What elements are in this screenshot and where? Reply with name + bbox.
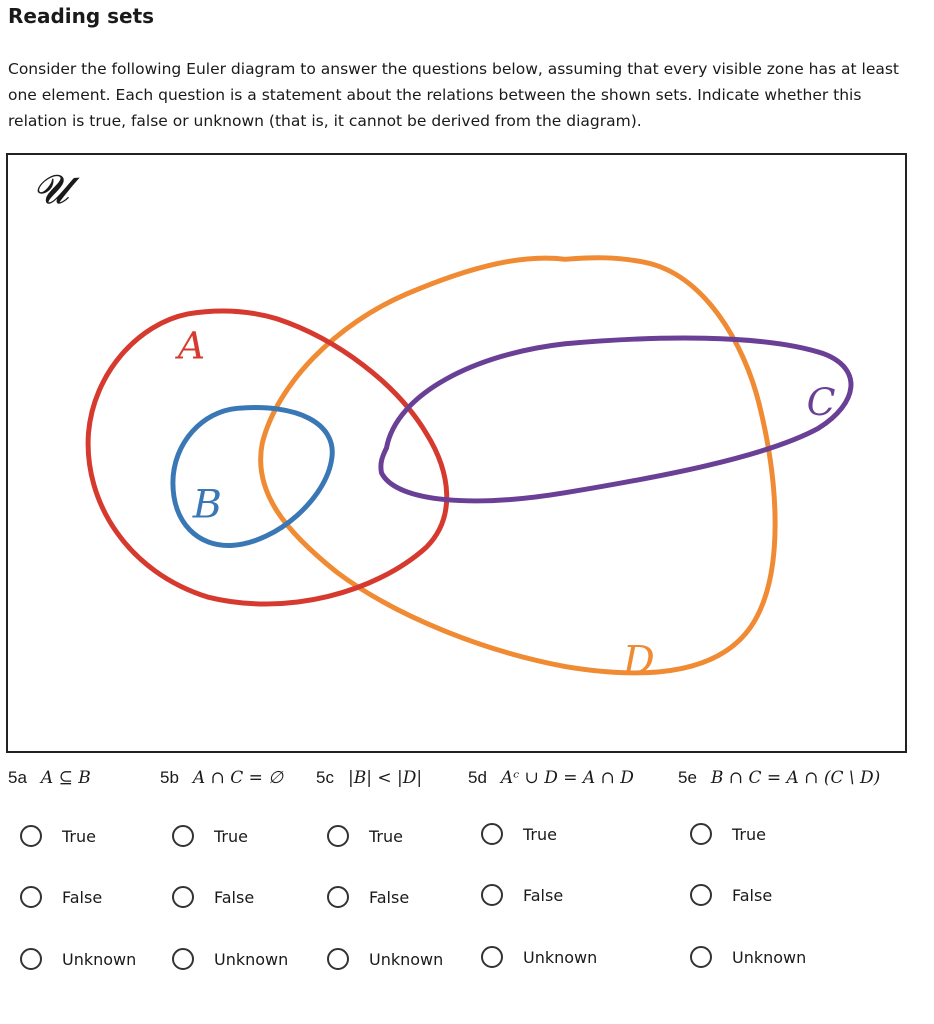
radio-button[interactable]	[20, 948, 42, 970]
universe-label: 𝓤	[33, 167, 69, 213]
set-c-curve	[381, 338, 851, 501]
option-5d-unknown[interactable]: Unknown	[481, 946, 597, 968]
radio-button[interactable]	[172, 948, 194, 970]
option-5b-false[interactable]: False	[172, 886, 254, 908]
option-5e-unknown[interactable]: Unknown	[690, 946, 806, 968]
option-5d-true[interactable]: True	[481, 823, 557, 845]
radio-button[interactable]	[327, 948, 349, 970]
euler-svg	[8, 155, 905, 751]
option-5c-unknown[interactable]: Unknown	[327, 948, 443, 970]
question-5e: 5e B ∩ C = A ∩ (C \ D)	[678, 768, 881, 788]
radio-button[interactable]	[327, 825, 349, 847]
radio-button[interactable]	[690, 946, 712, 968]
option-5a-true[interactable]: True	[20, 825, 96, 847]
radio-button[interactable]	[20, 825, 42, 847]
option-5e-false[interactable]: False	[690, 884, 772, 906]
question-5a: 5a A ⊆ B	[8, 768, 91, 788]
radio-button[interactable]	[690, 823, 712, 845]
set-c-label: C	[806, 380, 836, 425]
radio-button[interactable]	[172, 886, 194, 908]
option-5b-unknown[interactable]: Unknown	[172, 948, 288, 970]
set-d-label: D	[622, 637, 655, 684]
radio-button[interactable]	[481, 823, 503, 845]
set-a-label: A	[177, 323, 206, 368]
option-5c-false[interactable]: False	[327, 886, 409, 908]
option-5b-true[interactable]: True	[172, 825, 248, 847]
radio-button[interactable]	[690, 884, 712, 906]
radio-button[interactable]	[481, 946, 503, 968]
option-5d-false[interactable]: False	[481, 884, 563, 906]
option-5a-false[interactable]: False	[20, 886, 102, 908]
radio-button[interactable]	[327, 886, 349, 908]
instructions: Consider the following Euler diagram to answer the questions below, assuming that every visible zone has at least one element. Each question is a statement about the relations between the shown sets. Indicate whether this relation is true, false or unknown (that is, it cannot be derived from the diagram).	[8, 60, 900, 130]
option-5c-true[interactable]: True	[327, 825, 403, 847]
question-5c: 5c |B| < |D|	[316, 768, 423, 788]
option-5e-true[interactable]: True	[690, 823, 766, 845]
euler-diagram	[6, 153, 907, 753]
page-title: Reading sets	[8, 4, 155, 28]
radio-button[interactable]	[481, 884, 503, 906]
question-5b: 5b A ∩ C = ∅	[160, 768, 284, 788]
radio-button[interactable]	[20, 886, 42, 908]
question-5d: 5d Aᶜ ∪ D = A ∩ D	[468, 768, 634, 788]
set-a-curve	[88, 311, 447, 604]
set-b-label: B	[192, 481, 222, 528]
option-5a-unknown[interactable]: Unknown	[20, 948, 136, 970]
radio-button[interactable]	[172, 825, 194, 847]
